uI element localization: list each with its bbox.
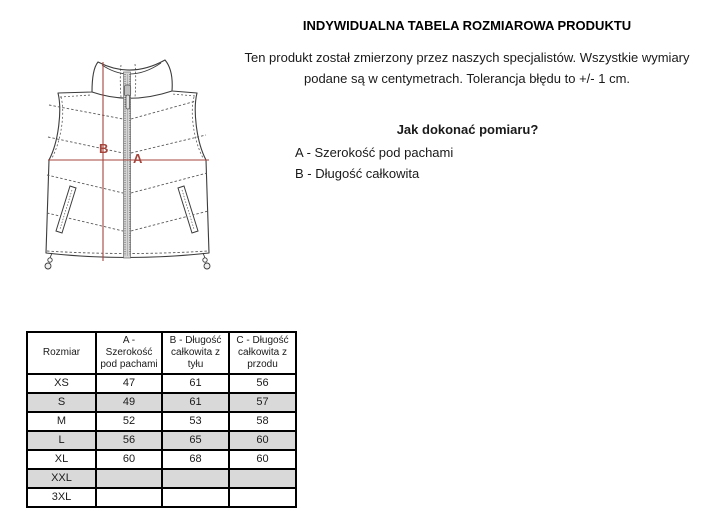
size-table bbox=[26, 331, 297, 508]
measurement-guide bbox=[295, 122, 640, 184]
size-cell: M bbox=[27, 412, 96, 431]
value-cell: 60 bbox=[96, 450, 162, 469]
measurement-guide-item-b: B - Długość całkowita bbox=[295, 166, 420, 181]
table-row-s bbox=[27, 393, 296, 412]
value-cell: 60 bbox=[229, 450, 296, 469]
value-cell bbox=[162, 469, 229, 488]
size-cell: 3XL bbox=[27, 488, 96, 507]
description-line: podane są w centymetrach. Tolerancja błędu to +/- 1 cm. bbox=[303, 71, 631, 86]
value-cell: 53 bbox=[162, 412, 229, 431]
value-cell bbox=[96, 469, 162, 488]
size-cell: S bbox=[27, 393, 96, 412]
table-row-xl bbox=[27, 450, 296, 469]
hem-pull-left bbox=[45, 253, 52, 269]
table-row-xs bbox=[27, 374, 296, 393]
page-title: INDYWIDUALNA TABELA ROZMIAROWA PRODUKTU bbox=[302, 18, 632, 33]
zipper bbox=[124, 72, 131, 258]
header-block bbox=[232, 18, 702, 89]
zipper-slider bbox=[124, 85, 130, 96]
size-cell: L bbox=[27, 431, 96, 450]
value-cell: 57 bbox=[229, 393, 296, 412]
diagram-label-a: A bbox=[133, 151, 143, 166]
value-cell: 61 bbox=[162, 393, 229, 412]
table-row-l bbox=[27, 431, 296, 450]
value-cell: 68 bbox=[162, 450, 229, 469]
value-cell: 65 bbox=[162, 431, 229, 450]
vest-diagram bbox=[25, 5, 225, 295]
col-header-size: Rozmiar bbox=[27, 332, 96, 374]
col-header-a: A - Szerokość pod pachami bbox=[96, 332, 162, 374]
table-row-xxl bbox=[27, 469, 296, 488]
size-table-header-row bbox=[27, 332, 296, 374]
value-cell: 49 bbox=[96, 393, 162, 412]
value-cell: 56 bbox=[229, 374, 296, 393]
value-cell bbox=[229, 469, 296, 488]
measurement-guide-heading: Jak dokonać pomiaru? bbox=[396, 122, 539, 137]
size-cell: XL bbox=[27, 450, 96, 469]
value-cell: 58 bbox=[229, 412, 296, 431]
table-row-m bbox=[27, 412, 296, 431]
size-cell: XS bbox=[27, 374, 96, 393]
value-cell bbox=[229, 488, 296, 507]
value-cell bbox=[96, 488, 162, 507]
value-cell: 61 bbox=[162, 374, 229, 393]
col-header-b: B - Długość całkowita z tyłu bbox=[162, 332, 229, 374]
description-line: Ten produkt został zmierzony przez naszych specjalistów. Wszystkie wymiary bbox=[244, 50, 690, 65]
size-cell: XXL bbox=[27, 469, 96, 488]
value-cell: 52 bbox=[96, 412, 162, 431]
hem-pull-right bbox=[203, 253, 210, 269]
diagram-label-b: B bbox=[99, 141, 109, 156]
col-header-c: C - Długość całkowita z przodu bbox=[229, 332, 296, 374]
value-cell: 60 bbox=[229, 431, 296, 450]
value-cell: 47 bbox=[96, 374, 162, 393]
measurement-guide-item-a: A - Szerokość pod pachami bbox=[295, 145, 454, 160]
zipper-pull-tab bbox=[126, 95, 130, 109]
description bbox=[232, 47, 702, 89]
value-cell: 56 bbox=[96, 431, 162, 450]
table-row-3xl bbox=[27, 488, 296, 507]
value-cell bbox=[162, 488, 229, 507]
